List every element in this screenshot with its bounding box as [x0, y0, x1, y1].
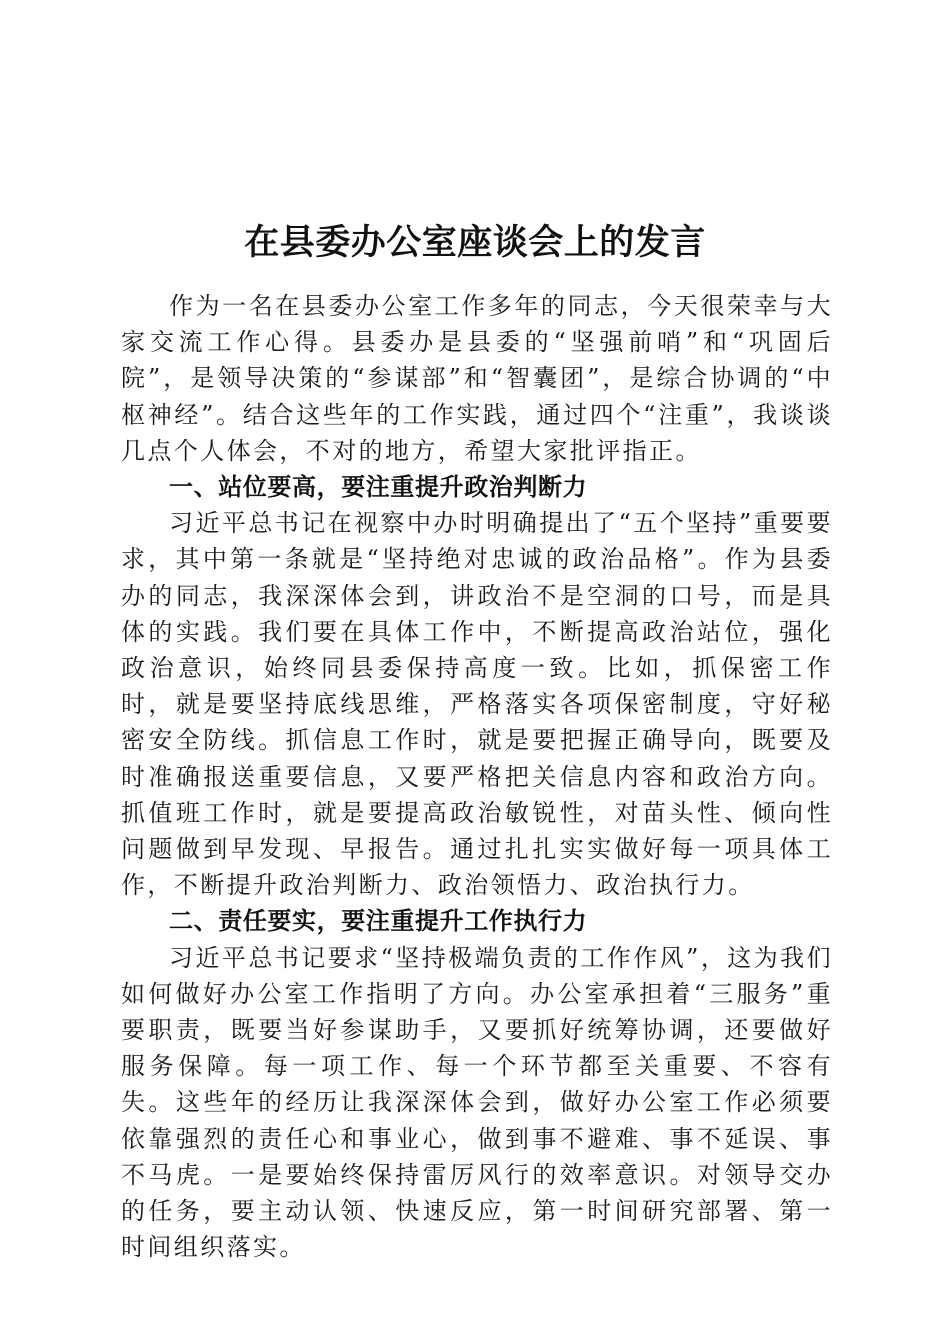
- document-body: [121, 288, 833, 1265]
- paragraph-section-1: 习近平总书记在视察中办时明确提出了“五个坚持”重要要求，其中第一条就是“坚持绝对忠诚的政治品格”。作为县委办的同志，我深深体会到，讲政治不是空洞的口号，而是具体的实践。我们要在具体工作中，不断提高政治站位，强化政治意识，始终同县委保持高度一致。比如，抓保密工作时，就是要坚持底线思维，严格落实各项保密制度，守好秘密安全防线。抓信息工作时，就是要把握正确导向，既要及时准确报送重要信息，又要严格把关信息内容和政治方向。抓值班工作时，就是要提高政治敏锐性，对苗头性、倾向性问题做到早发现、早报告。通过扎扎实实做好每一项具体工作，不断提升政治判断力、政治领悟力、政治执行力。: [121, 509, 833, 900]
- document-title: 在县委办公室座谈会上的发言: [244, 222, 706, 264]
- section-heading-1: 一、站位要高，要注重提升政治判断力: [169, 473, 588, 502]
- paragraph-intro: 作为一名在县委办公室工作多年的同志，今天很荣幸与大家交流工作心得。县委办是县委的“坚强前哨”和“巩固后院”，是领导决策的“参谋部”和“智囊团”，是综合协调的“中枢神经”。结合这些年的工作实践，通过四个“注重”，我谈谈几点个人体会，不对的地方，希望大家批评指正。: [121, 292, 833, 465]
- paragraph-section-2: 习近平总书记要求“坚持极端负责的工作作风”，这为我们如何做好办公室工作指明了方向。办公室承担着“三服务”重要职责，既要当好参谋助手，又要抓好统筹协调，还要做好服务保障。每一项工作、每一个环节都至关重要、不容有失。这些年的经历让我深深体会到，做好办公室工作必须要依靠强烈的责任心和事业心，做到事不避难、事不延误、事不马虎。一是要始终保持雷厉风行的效率意识。对领导交办的任务，要主动认领、快速反应，第一时间研究部署、第一时间组织落实。: [121, 943, 833, 1262]
- section-heading-2: 二、责任要实，要注重提升工作执行力: [169, 907, 588, 936]
